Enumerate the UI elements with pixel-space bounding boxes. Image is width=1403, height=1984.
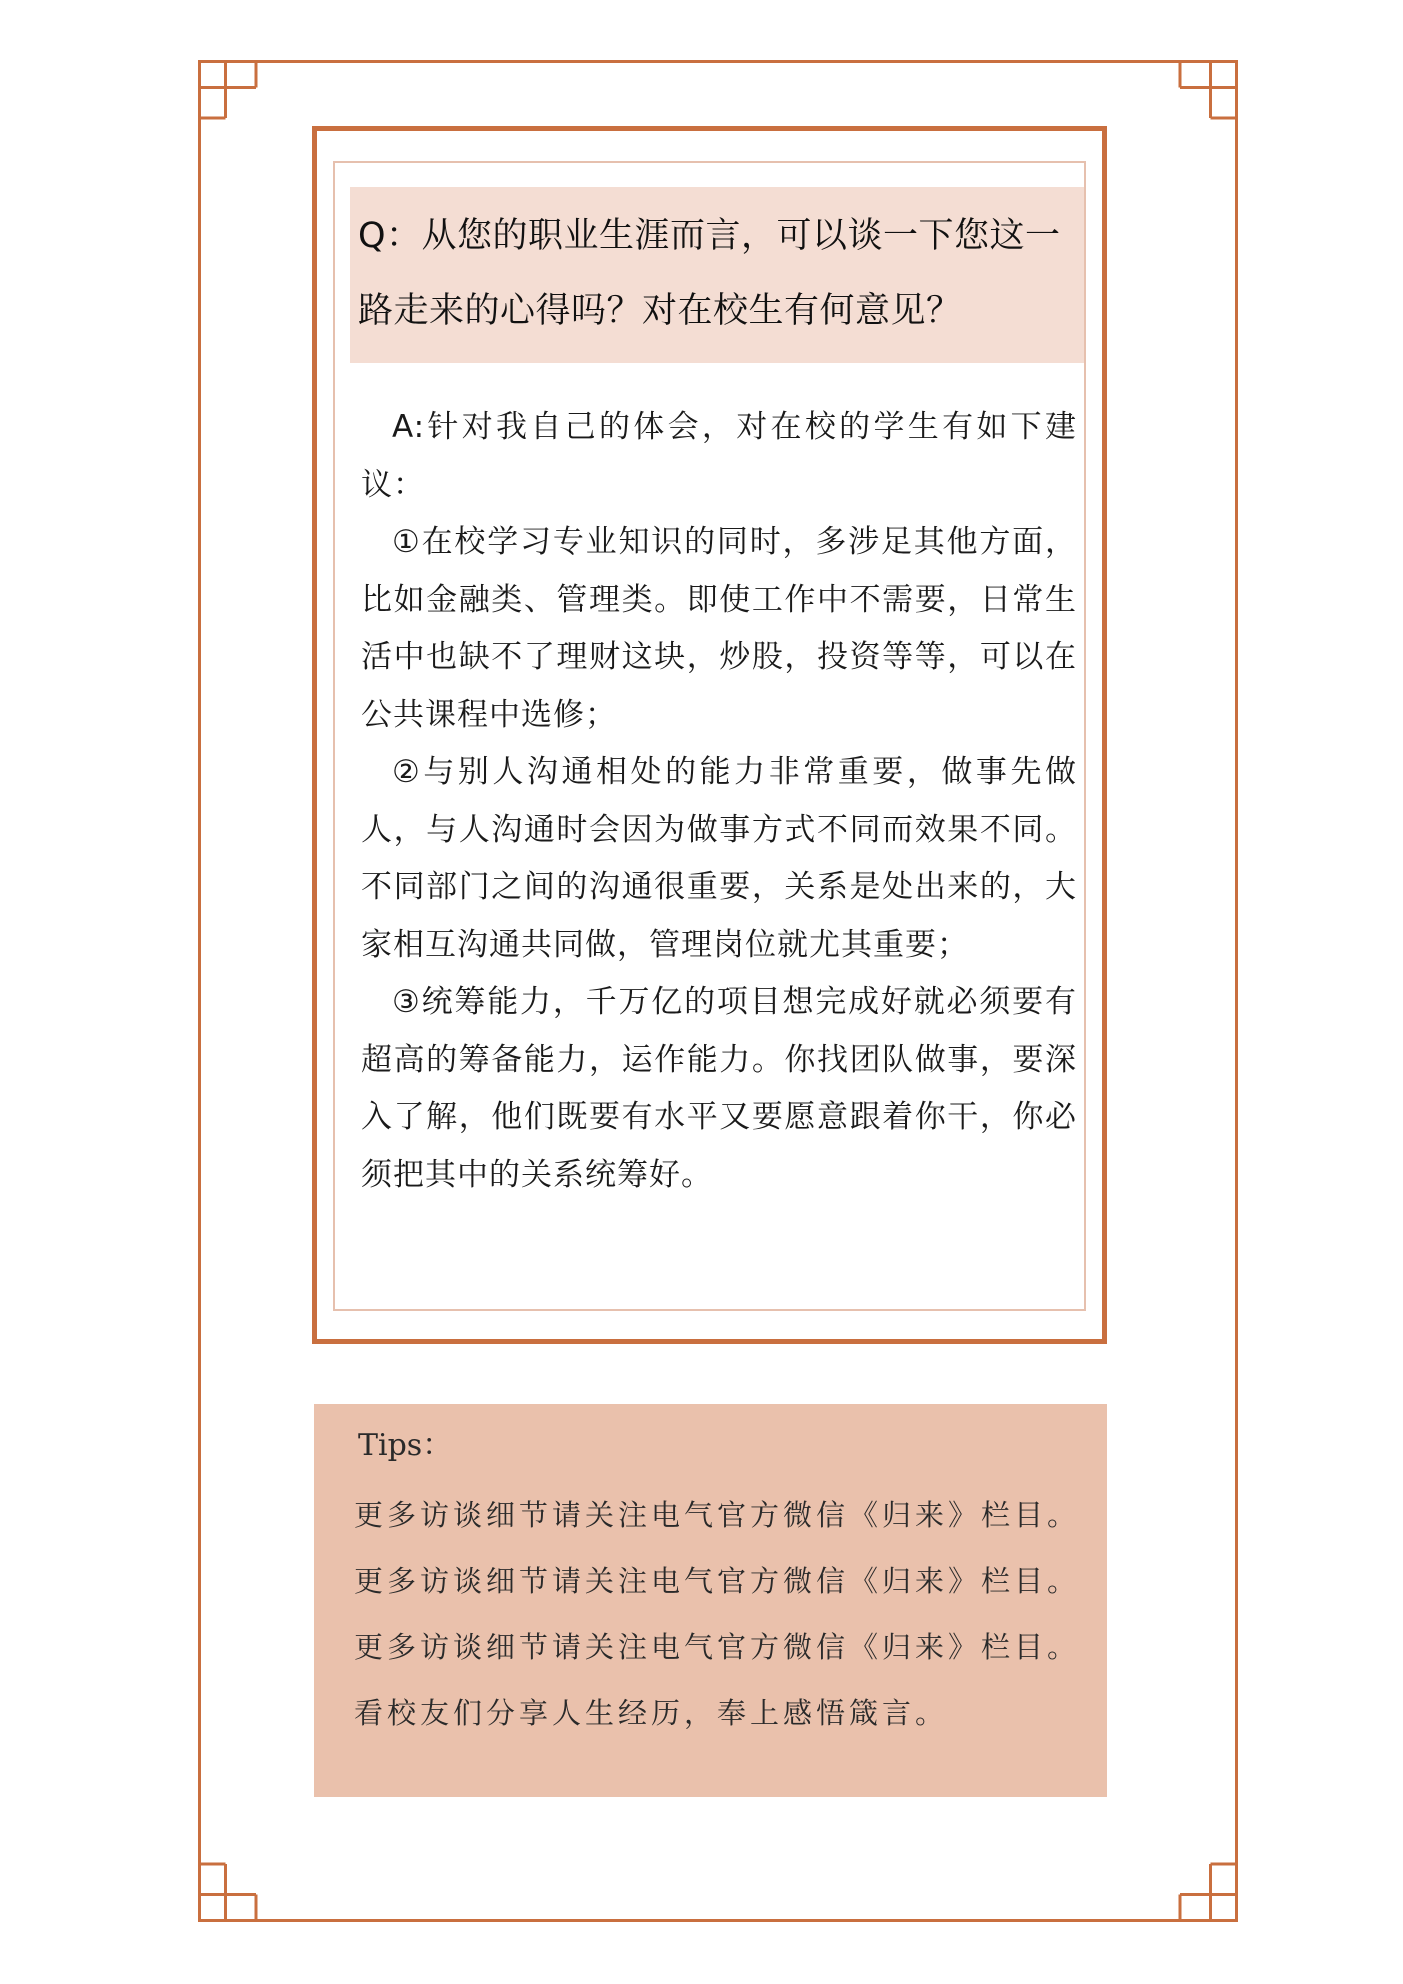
answer-text — [361, 399, 1077, 1204]
tips-lines — [354, 1482, 1099, 1746]
qa-inner-border — [333, 161, 1086, 1311]
answer-intro: A:针对我自己的体会，对在校的学生有如下建议： — [361, 409, 1077, 503]
answer-point-1: ①在校学习专业知识的同时，多涉足其他方面，比如金融类、管理类。即使工作中不需要，日常生活中也缺不了理财这块，炒股，投资等等，可以在公共课程中选修； — [361, 524, 1077, 733]
answer-point-3: ③统筹能力，千万亿的项目想完成好就必须要有超高的筹备能力，运作能力。你找团队做事，要深入了解，他们既要有水平又要愿意跟着你干，你必须把其中的关系统筹好。 — [361, 984, 1077, 1193]
tips-line: 更多访谈细节请关注电气官方微信《归来》栏目。 — [354, 1564, 1081, 1598]
answer-point-2: ②与别人沟通相处的能力非常重要，做事先做人，与人沟通时会因为做事方式不同而效果不同。不同部门之间的沟通很重要，关系是处出来的，大家相互沟通共同做，管理岗位就尤其重要； — [361, 754, 1077, 963]
tips-line: 更多访谈细节请关注电气官方微信《归来》栏目。 — [354, 1630, 1081, 1664]
corner-ornament-top-left — [198, 60, 258, 120]
tips-title: Tips： — [358, 1428, 453, 1463]
tips-line: 看校友们分享人生经历，奉上感悟箴言。 — [354, 1696, 949, 1730]
tips-box — [314, 1404, 1107, 1797]
tips-line: 更多访谈细节请关注电气官方微信《归来》栏目。 — [354, 1498, 1081, 1532]
corner-ornament-bottom-right — [1178, 1862, 1238, 1922]
qa-box — [312, 126, 1107, 1344]
question-text: Q：从您的职业生涯而言，可以谈一下您这一路走来的心得吗？对在校生有何意见？ — [350, 187, 1084, 363]
corner-ornament-top-right — [1178, 60, 1238, 120]
corner-ornament-bottom-left — [198, 1862, 258, 1922]
